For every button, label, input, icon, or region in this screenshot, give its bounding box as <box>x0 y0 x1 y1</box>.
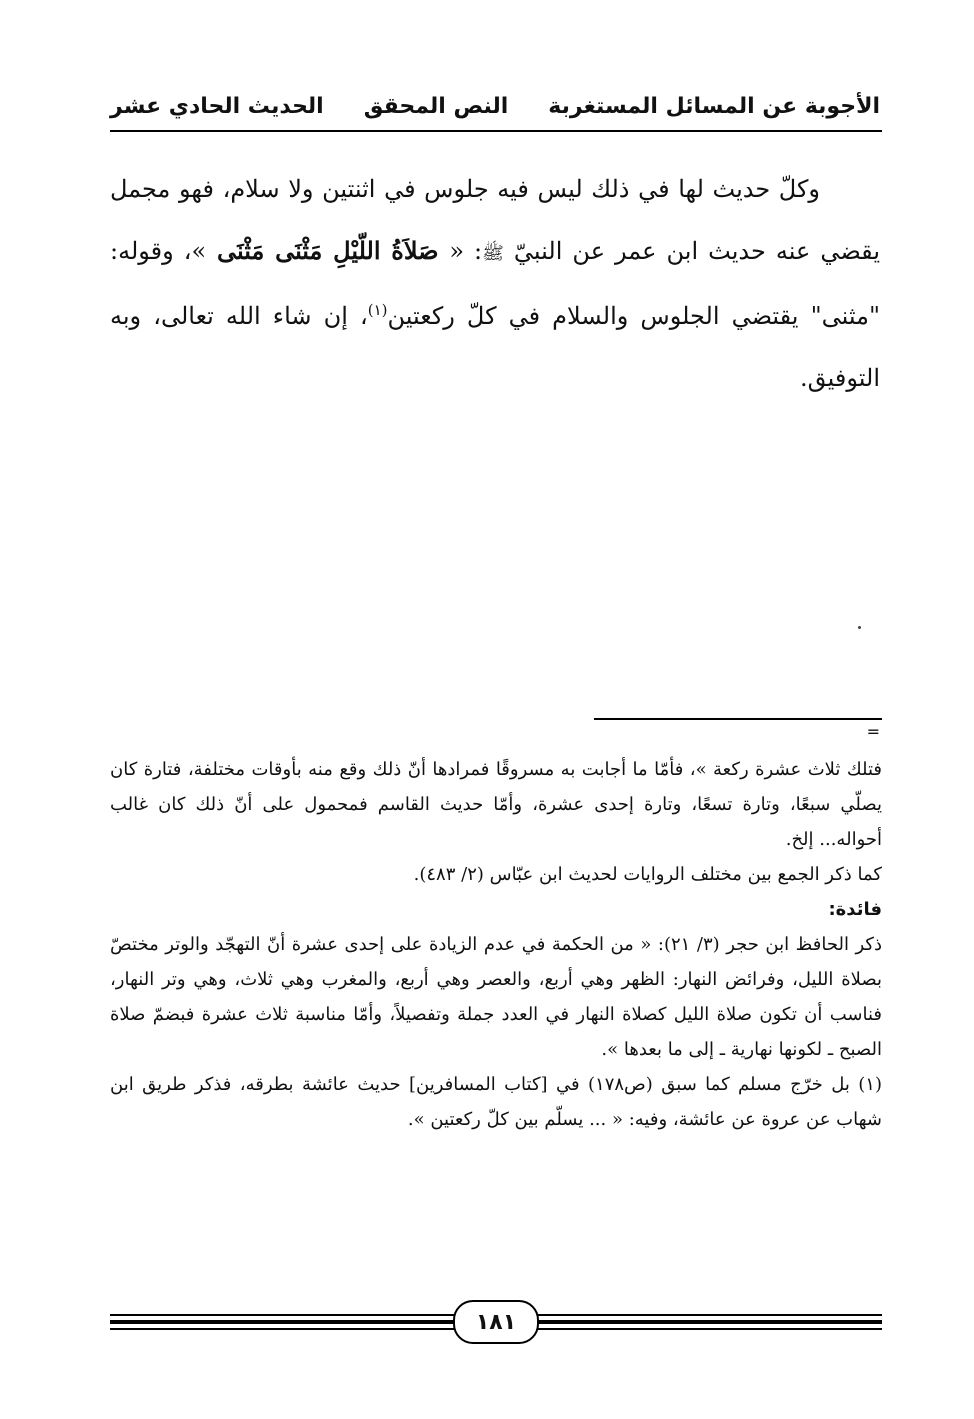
salla-glyph: ﷺ <box>482 243 504 264</box>
footnote-ref: (١) <box>367 301 388 319</box>
running-header <box>110 88 880 124</box>
text-fragment: ، إن شاء الله تعالى، وبه التوفيق. <box>110 302 880 392</box>
header-book-title: الأجوبة عن المسائل المستغربة <box>548 93 880 119</box>
header-section: النص المحقق <box>363 93 509 119</box>
scan-speck <box>858 626 861 629</box>
footnote-text: بل خرّج مسلم كما سبق (ص١٧٨) في [كتاب المسافرين] حديث عائشة بطرقه، فذكر طريق ابن شهاب عن عروة عن عائشة، وفيه: « ... يسلّم بين كلّ ركعتين ». <box>110 1074 882 1130</box>
hadith-quote: صَلاَةُ اللّيْلِ مَثْنَى مَثْنَى <box>206 236 450 265</box>
header-rule <box>110 130 882 132</box>
page-number-ornament <box>110 1300 882 1340</box>
footnote-separator <box>594 718 882 720</box>
faida-heading: فائدة: <box>828 899 882 920</box>
footnotes <box>110 752 882 1137</box>
text-line: عنه حديث ابن عمر عن النبيّ <box>513 237 811 265</box>
text-fragment: : « <box>449 237 483 265</box>
text-fragment: »، وقوله: "مثنى" <box>110 237 880 330</box>
text-line: يقتضي الجلوس والسلام في كلّ ركعتين <box>387 302 799 330</box>
paragraph <box>110 158 880 409</box>
footnote-continuation: فتلك ثلاث عشرة ركعة »، فأمّا ما أجابت به مسروقًا فمرادها أنّ ذلك وقع منه بأوقات مختلفة، فتارة كان يصلّي سبعًا، وتارة تسعًا، وتارة إحدى عشرة، وأمّا حديث القاسم فمحمول على أنّ ذلك كان غالب أحواله... إلخ. <box>110 759 882 850</box>
page-number: ١٨١ <box>453 1300 539 1344</box>
continuation-mark: = <box>866 722 880 741</box>
text-line: وكلّ حديث لها في ذلك ليس فيه جلوس في اثنتين ولا سلام، فهو مجمل يقضي <box>110 175 880 265</box>
faida-text: ذكر الحافظ ابن حجر (٣/ ٢١): « من الحكمة في عدم الزيادة على إحدى عشرة أنّ التهجّد والوتر مختصّ بصلاة الليل، وفرائض النهار: الظهر وهي أربع، والعصر وهي أربع، والمغرب وهي ثلاث، وهي وتر النهار، فناسب أن تكون صلاة الليل كصلاة النهار في العدد جملة وتفصيلاً، وأمّا مناسبة ثلاث عشرة فبضمّ صلاة الصبح ـ لكونها نهارية ـ إلى ما بعدها ». <box>110 934 882 1060</box>
footnote-1 <box>110 1067 882 1137</box>
footnote-number: (١) <box>858 1074 882 1095</box>
footnote-continuation: كما ذكر الجمع بين مختلف الروايات لحديث ابن عبّاس (٢/ ٤٨٣). <box>413 864 882 885</box>
header-chapter: الحديث الحادي عشر <box>110 93 324 119</box>
main-text <box>110 158 880 409</box>
